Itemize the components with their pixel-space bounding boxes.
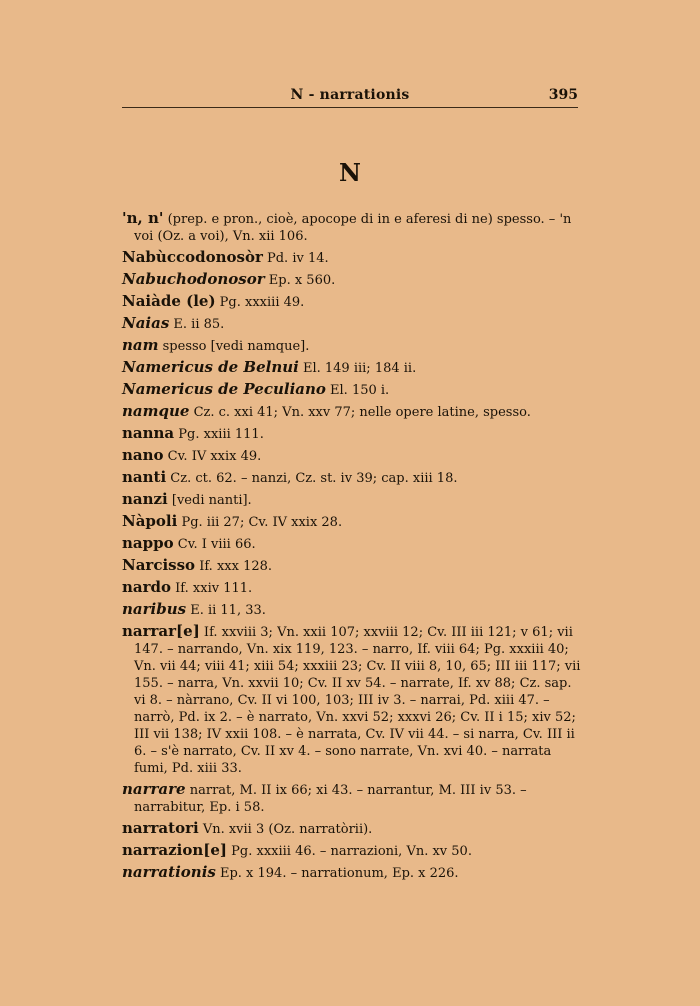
header-rule	[122, 107, 578, 108]
page-header	[122, 86, 578, 108]
dictionary-entry	[122, 469, 582, 487]
entry-body: Ep. x 560.	[264, 273, 336, 288]
entry-body: [vedi nanti].	[167, 493, 252, 508]
entry-headword: narrationis	[122, 863, 216, 881]
entry-body: (prep. e pron., cioè, apocope di in e aferesi di ne) spesso. – 'n voi (Oz. a voi), Vn. xii 106.	[134, 212, 572, 244]
entry-body: Pd. iv 14.	[262, 251, 329, 266]
dictionary-entry	[122, 359, 582, 377]
entry-headword: narratori	[122, 819, 199, 837]
entry-headword: Narcisso	[122, 556, 196, 574]
entry-headword: nardo	[122, 578, 172, 596]
entry-headword: Namericus de Belnui	[122, 358, 299, 376]
dictionary-entries	[122, 210, 582, 886]
entry-headword: namque	[122, 402, 190, 420]
entry-headword: narrazion[e]	[122, 841, 228, 859]
dictionary-entry	[122, 249, 582, 267]
entry-body: If. xxiv 111.	[171, 581, 253, 596]
entry-body: Pg. xxiii 111.	[174, 427, 264, 442]
dictionary-entry	[122, 557, 582, 575]
dictionary-entry	[122, 623, 582, 777]
entry-body: Cv. I viii 66.	[173, 537, 256, 552]
dictionary-entry	[122, 491, 582, 509]
entry-body: El. 150 i.	[325, 383, 390, 398]
entry-body: Pg. iii 27; Cv. IV xxix 28.	[177, 515, 343, 530]
dictionary-entry	[122, 337, 582, 355]
dictionary-entry	[122, 842, 582, 860]
entry-headword: Naias	[122, 314, 170, 332]
entry-body: E. ii 11, 33.	[186, 603, 266, 618]
entry-headword: naribus	[122, 600, 187, 618]
entry-body: Vn. xvii 3 (Oz. narratòrii).	[198, 822, 373, 837]
dictionary-entry	[122, 381, 582, 399]
entry-headword: narrar[e]	[122, 622, 200, 640]
dictionary-entry	[122, 513, 582, 531]
dictionary-entry	[122, 403, 582, 421]
entry-body: spesso [vedi namque].	[158, 339, 310, 354]
entry-headword: Nàpoli	[122, 512, 178, 530]
dictionary-entry	[122, 579, 582, 597]
dictionary-entry	[122, 315, 582, 333]
entry-headword: Naiàde (le)	[122, 292, 216, 310]
dictionary-entry	[122, 820, 582, 838]
running-head: N - narrationis	[290, 87, 410, 103]
dictionary-entry	[122, 271, 582, 289]
entry-body: If. xxviii 3; Vn. xxii 107; xxviii 12; Cv. III iii 121; v 61; vii 147. – narrando, Vn. xix 119, 123. – narro, If. viii 64; Pg. xxxiii 40; Vn. vii 44; viii 41; xiii 54; xxxiii 23; Cv. II viii 8, 10, 65; III iii 117; vii 155. – narra, Vn. xxvii 10; Cv. II xv 54. – narrate, If. xv 88; Cz. sap. vi 8. – nàrrano, Cv. II vi 100, 103; III iv 3. – narrai, Pd. xiii 47. – narrò, Pd. ix 2. – è narrato, Vn. xxvi 52; xxxvi 26; Cv. II i 15; xiv 52; III vii 138; IV xxii 108. – è narrata, Cv. IV vii 44. – si narra, Cv. III ii 6. – s'è narrato, Cv. II xv 4. – sono narrate, Vn. xvi 40. – narrata fumi, Pd. xiii 33.	[134, 625, 581, 776]
page-number: 395	[548, 87, 578, 103]
entry-headword: nanti	[122, 468, 167, 486]
entry-headword: Nabùccodonosòr	[122, 248, 263, 266]
entry-headword: nanna	[122, 424, 175, 442]
entry-headword: nappo	[122, 534, 174, 552]
entry-body: narrat, M. II ix 66; xi 43. – narrantur, M. III iv 53. – narrabitur, Ep. i 58.	[134, 783, 527, 815]
entry-headword: nanzi	[122, 490, 168, 508]
dictionary-entry	[122, 601, 582, 619]
dictionary-entry	[122, 535, 582, 553]
section-letter: N	[339, 158, 361, 187]
entry-body: El. 149 iii; 184 ii.	[298, 361, 417, 376]
entry-headword: nano	[122, 446, 164, 464]
entry-body: Cz. ct. 62. – nanzi, Cz. st. iv 39; cap. xiii 18.	[166, 471, 458, 486]
entry-headword: nam	[122, 336, 159, 354]
entry-body: Ep. x 194. – narrationum, Ep. x 226.	[215, 866, 459, 881]
dictionary-entry	[122, 425, 582, 443]
dictionary-entry	[122, 210, 582, 245]
entry-body: Cv. IV xxix 49.	[163, 449, 262, 464]
entry-body: E. ii 85.	[169, 317, 225, 332]
dictionary-entry	[122, 864, 582, 882]
entry-body: Pg. xxxiii 46. – narrazioni, Vn. xv 50.	[227, 844, 472, 859]
entry-headword: Namericus de Peculiano	[122, 380, 326, 398]
entry-headword: Nabuchodonosor	[122, 270, 265, 288]
dictionary-entry	[122, 447, 582, 465]
dictionary-entry	[122, 293, 582, 311]
entry-body: If. xxx 128.	[195, 559, 273, 574]
entry-body: Pg. xxxiii 49.	[215, 295, 305, 310]
entry-headword: 'n, n'	[122, 209, 164, 227]
dictionary-entry	[122, 781, 582, 816]
entry-body: Cz. c. xxi 41; Vn. xxv 77; nelle opere latine, spesso.	[189, 405, 531, 420]
entry-headword: narrare	[122, 780, 186, 798]
